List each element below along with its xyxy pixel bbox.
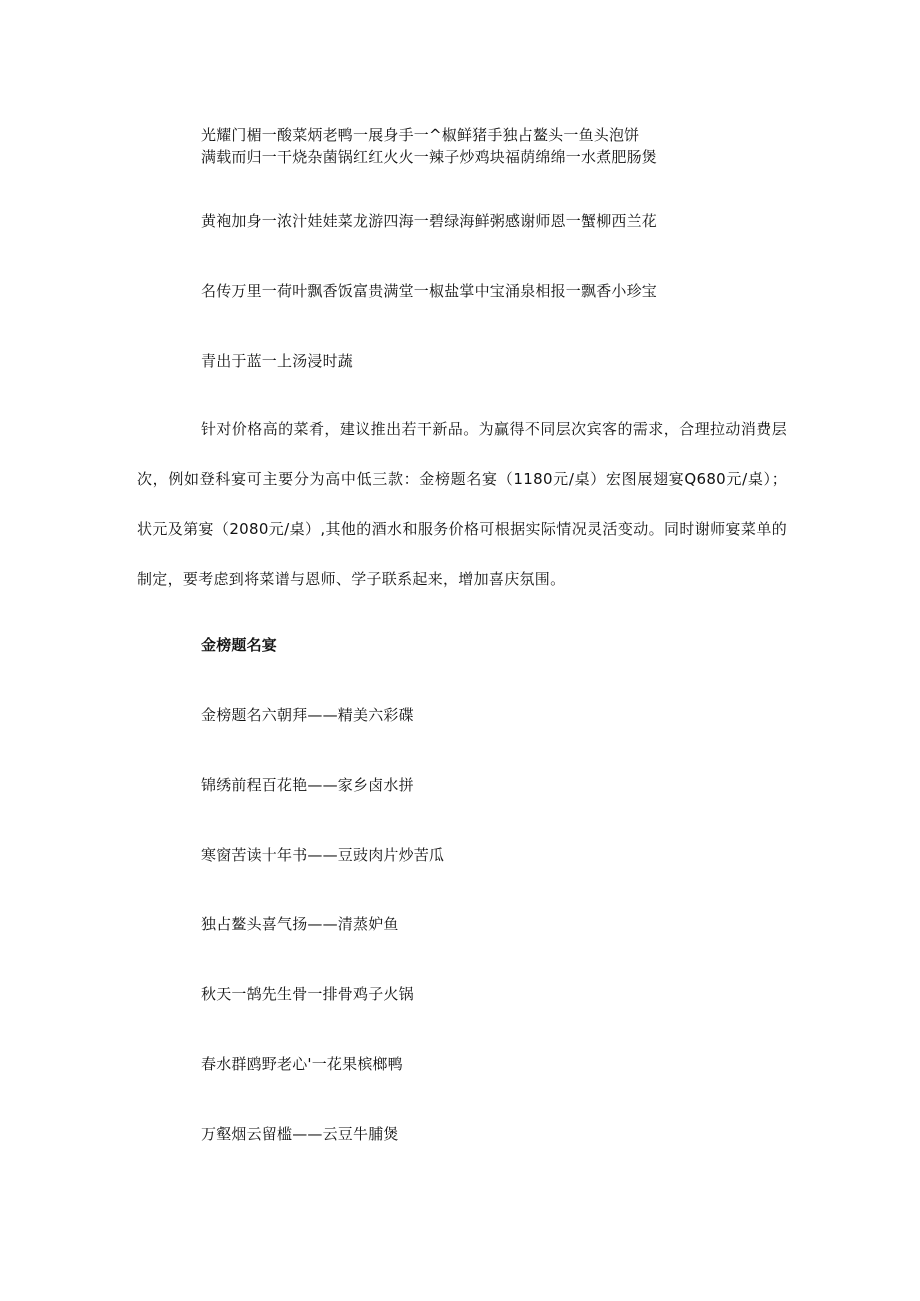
intro-line: 青出于蓝一上汤浸时蔬 (201, 352, 354, 370)
intro-line: 黄袍加身一浓汁娃娃菜龙游四海一碧绿海鲜粥感谢师恩一蟹柳西兰花 (201, 212, 658, 230)
menu-item: 独占鳌头喜气扬——清蒸妒鱼 (201, 915, 399, 933)
body-paragraph: 针对价格高的菜肴，建议推出若干新品。为赢得不同层次宾客的需求，合理拉动消费层次，例如登科宴可主要分为高中低三款：金榜题名宴（1180元/桌）宏图展翅宴Q680元/桌）；状元及第宴（2080元/桌）,其他的酒水和服务价格可根据实际情况灵活变动。同时谢师宴菜单的制定，要考虑到将菜谱与恩师、学子联系起来，增加喜庆氛围。 (137, 420, 787, 588)
intro-line: 满载而归一干烧杂菌锅红红火火一辣子炒鸡块福荫绵绵一水煮肥肠煲 (201, 148, 658, 166)
menu-item: 万壑烟云留槛——云豆牛脯煲 (201, 1125, 399, 1143)
menu-title: 金榜题名宴 (201, 636, 278, 654)
menu-item: 春水群鸥野老心'一花果槟榔鸭 (201, 1055, 403, 1073)
menu-item: 寒窗苦读十年书——豆豉肉片炒苦瓜 (201, 846, 445, 864)
intro-line: 名传万里一荷叶飘香饭富贵满堂一椒盐掌中宝涌泉相报一飘香小珍宝 (201, 282, 658, 300)
menu-item: 秋天一鹄先生骨一排骨鸡子火锅 (201, 985, 414, 1003)
menu-item: 锦绣前程百花艳——家乡卤水拼 (201, 776, 414, 794)
menu-item: 金榜题名六朝拜——精美六彩碟 (201, 706, 414, 724)
intro-line: 光耀门楣一酸菜炳老鸭一展身手一^椒鲜猪手独占鳌头一鱼头泡饼 (201, 126, 640, 144)
